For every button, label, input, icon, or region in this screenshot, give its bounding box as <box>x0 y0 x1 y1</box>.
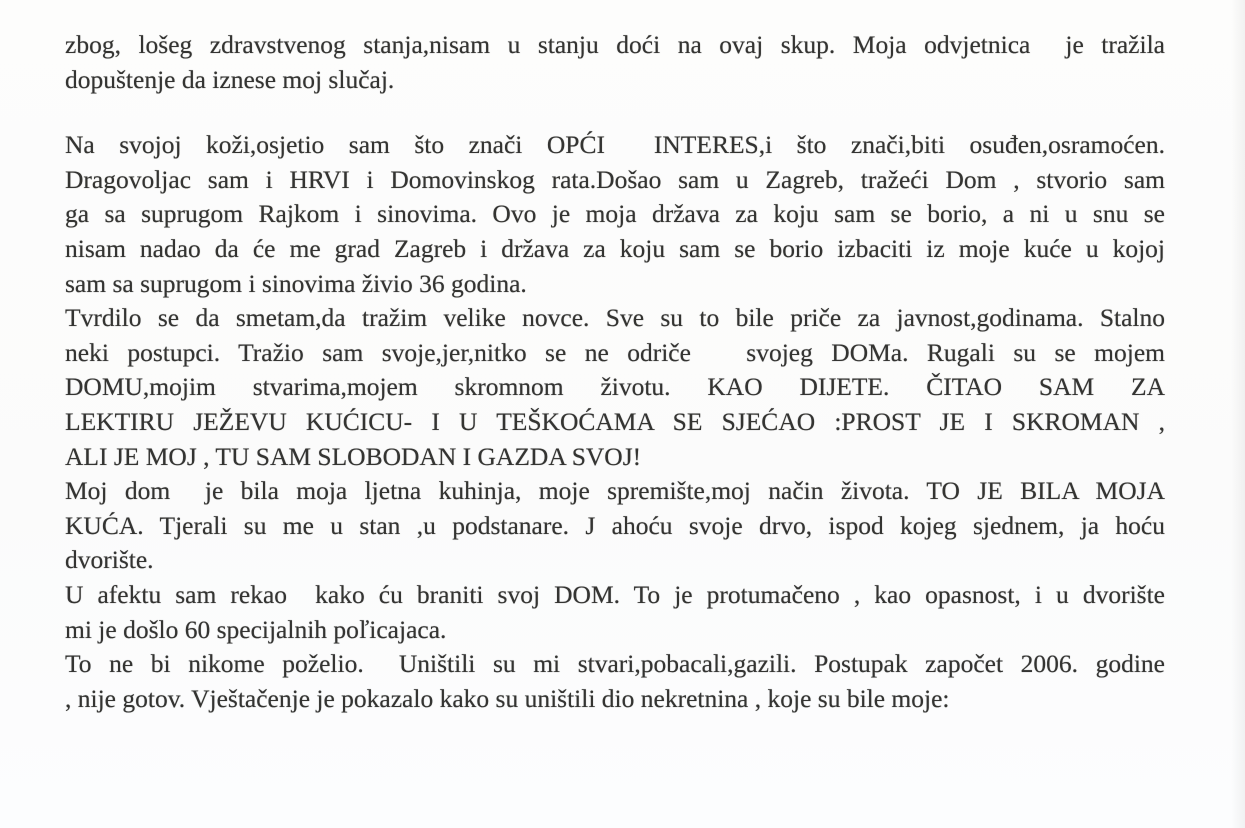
text-line: sam sa suprugom i sinovima živio 36 godina. <box>65 268 527 298</box>
text-line: dvorište. <box>65 545 154 575</box>
paragraph-gap <box>65 97 1165 128</box>
text-line: To ne bi nikome poželio. Uništili su mi stvari,pobacali,gazili. Postupak započet 2006. godine <box>65 649 1165 679</box>
text-line: neki postupci. Tražio sam svoje,jer,nitko se ne odriče svojeg DOMa. Rugali su se mojem <box>65 337 1165 367</box>
text-line: ga sa suprugom Rajkom i sinovima. Ovo je moja država za koju sam se borio, a ni u snu se <box>65 199 1165 229</box>
text-line: zbog, lošeg zdravstvenog stanja,nisam u stanju doći na ovaj skup. Moja odvjetnica je tražila <box>65 30 1165 59</box>
text-line: U afektu sam rekao kako ću braniti svoj DOM. To je protumačeno , kao opasnost, i u dvorište <box>65 579 1165 609</box>
text-line: Tvrdilo se da smetam,da tražim velike novce. Sve su to bile priče za javnost,godinama. Stalno <box>65 303 1165 333</box>
text-line: Dragovoljac sam i HRVI i Domovinskog rata.Došao sam u Zagreb, tražeći Dom , stvorio sam <box>65 164 1165 194</box>
text-line: , nije gotov. Vještačenje je pokazalo kako su uništili dio nekretnina , koje su bile moje: <box>65 683 950 713</box>
text-line: KUĆA. Tjerali su me u stan ,u podstanare. J ahoću svoje drvo, ispod kojeg sjednem, ja hoću <box>65 510 1165 540</box>
text-line: mi je došlo 60 specijalnih poľicajaca. <box>65 614 447 644</box>
text-line: dopuštenje da iznese moj slučaj. <box>65 64 395 94</box>
scan-edge-shadow <box>1231 0 1245 828</box>
text-line: Moj dom je bila moja ljetna kuhinja, moje spremište,moj način života. TO JE BILA MOJA <box>65 476 1165 506</box>
document-text <box>65 28 1165 716</box>
text-line: LEKTIRU JEŽEVU KUĆICU- I U TEŠKOĆAMA SE SJEĆAO :PROST JE I SKROMAN , <box>65 406 1165 436</box>
text-line: nisam nadao da će me grad Zagreb i država za koju sam se borio izbaciti iz moje kuće u kojoj <box>65 233 1165 263</box>
text-line: ALI JE MOJ , TU SAM SLOBODAN I GAZDA SVOJ! <box>65 441 642 471</box>
text-line: DOMU,mojim stvarima,mojem skromnom životu. KAO DIJETE. ČITAO SAM ZA <box>65 372 1165 402</box>
text-line: Na svojoj koži,osjetio sam što znači OPĆI INTERES,i što znači,biti osuđen,osramoćen. <box>65 130 1165 160</box>
